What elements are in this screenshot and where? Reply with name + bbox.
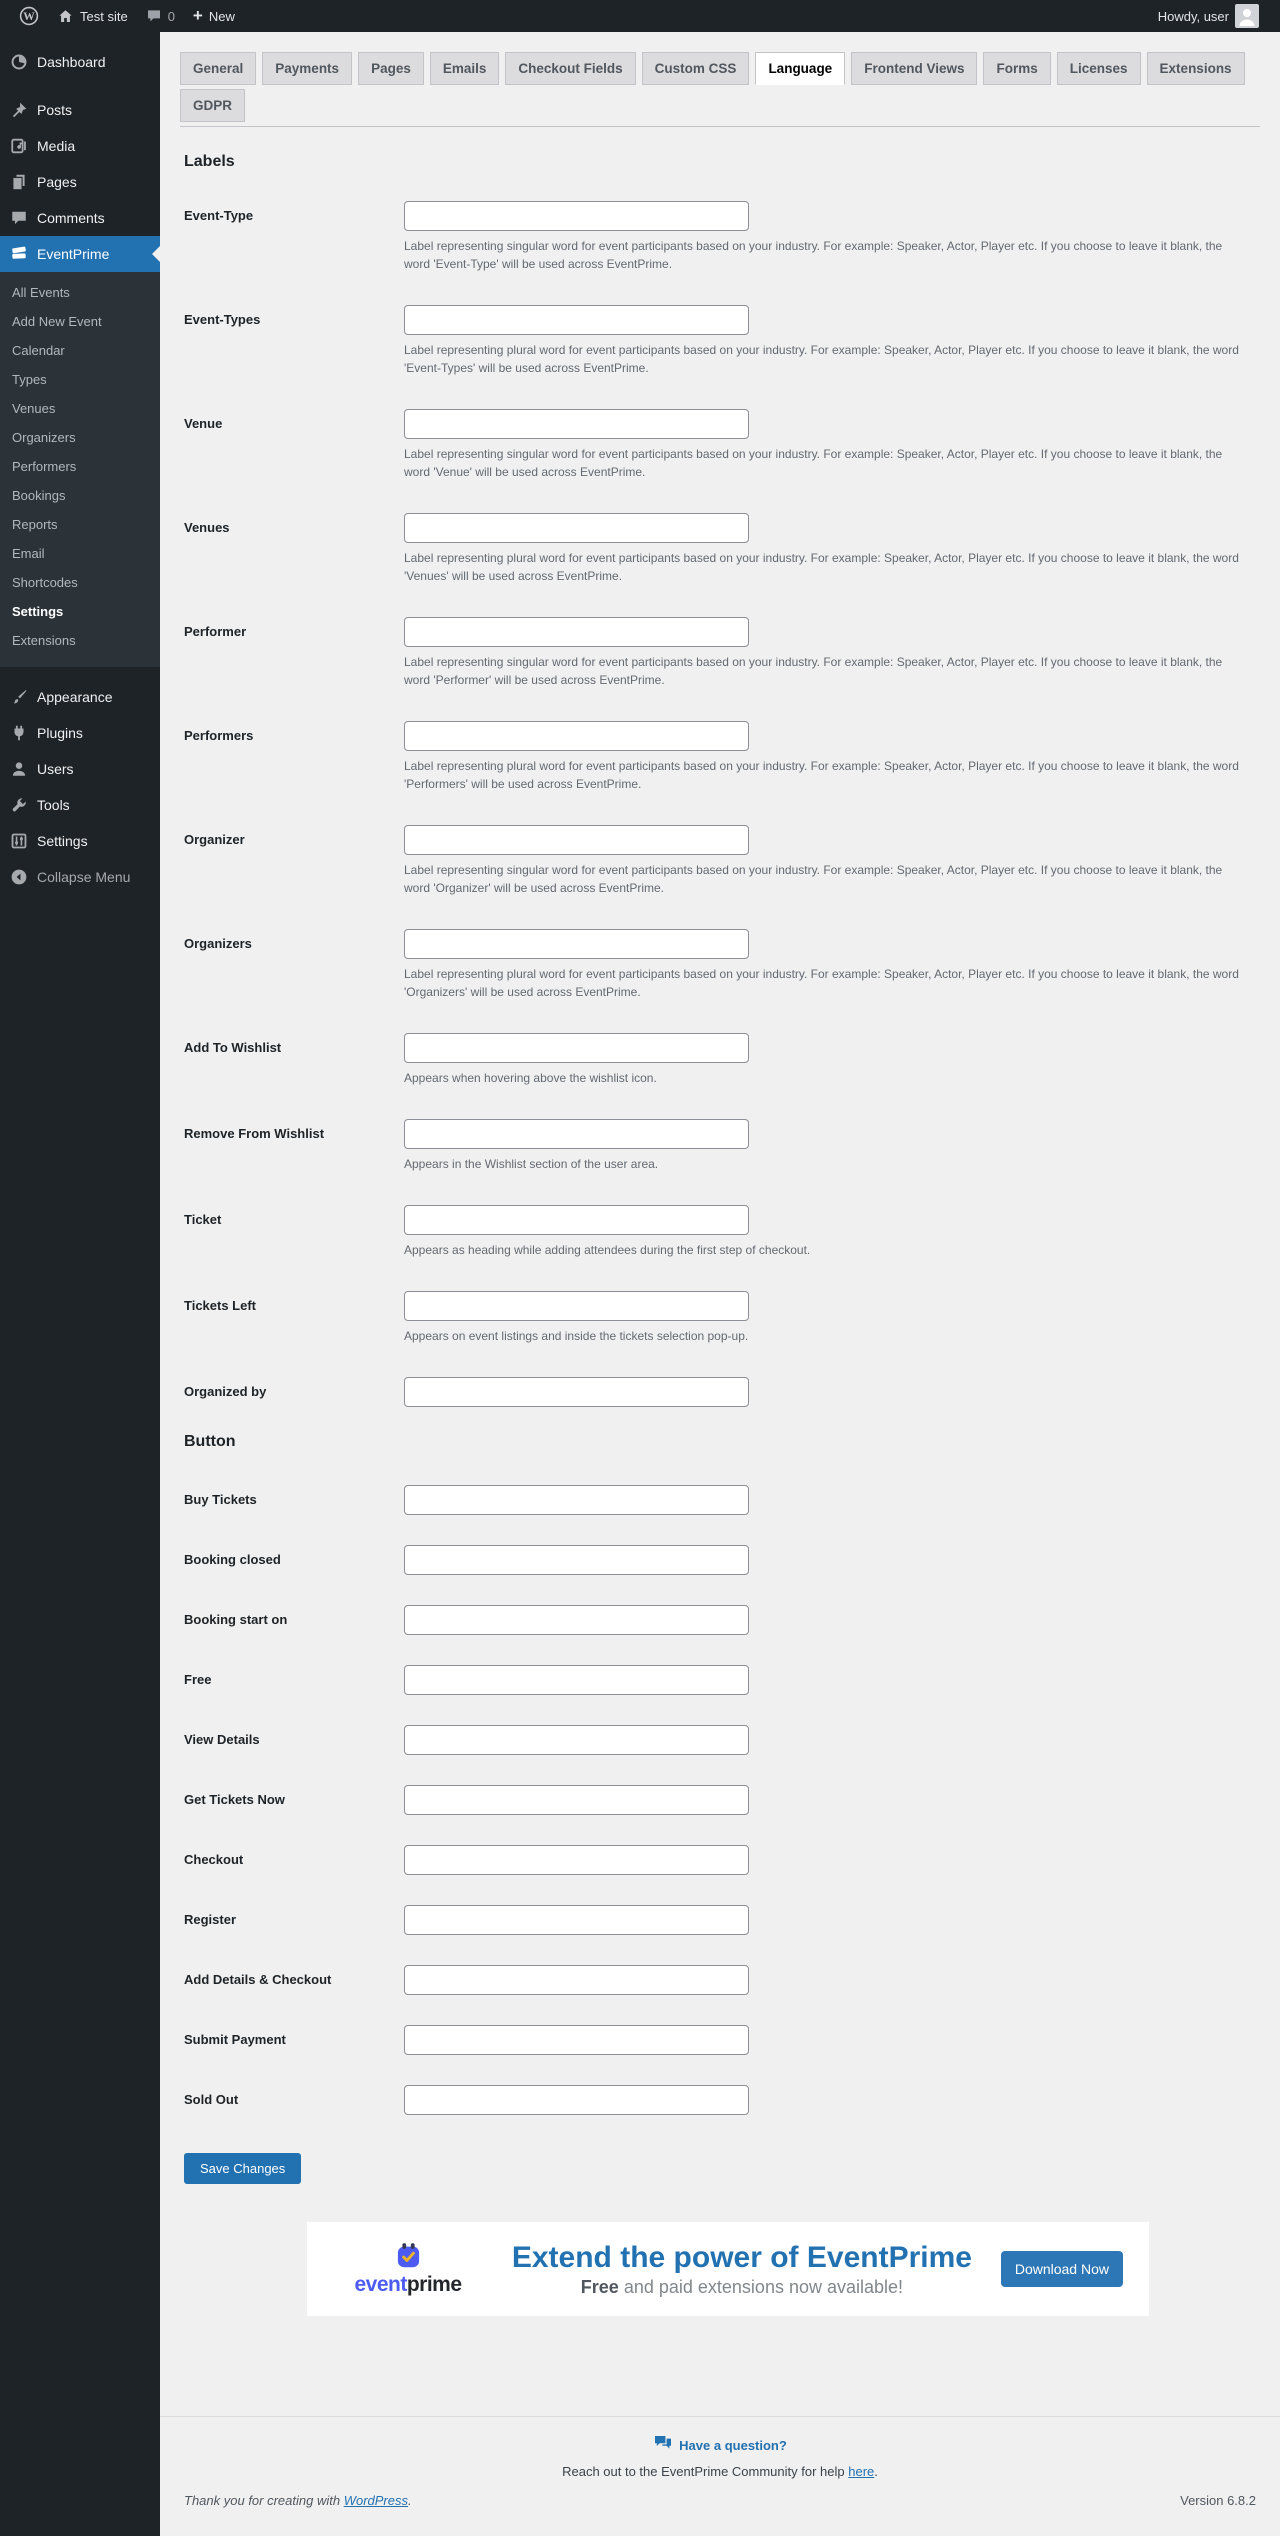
form-row-remove-from-wishlist [184, 1119, 1256, 1173]
field-label: Booking start on [184, 1612, 288, 1627]
event-types-input[interactable] [404, 305, 749, 335]
form-row-checkout [184, 1845, 1256, 1875]
form-row-ticket [184, 1205, 1256, 1259]
current-menu-arrow [144, 246, 160, 262]
sidebar-item-label: EventPrime [37, 246, 110, 262]
footer [160, 2416, 1280, 2508]
buy-tickets-input[interactable] [404, 1485, 749, 1515]
form-row-tickets-left [184, 1291, 1256, 1345]
comments-shortcut[interactable] [137, 0, 184, 32]
language-settings-form [160, 127, 1280, 2115]
field-help: Label representing plural word for event participants based on your industry. For example: Speaker, Actor, Player etc. If you choose to leave it blank, the word 'Performers' will be used across EventPrime. [404, 759, 1239, 791]
venue-input[interactable] [404, 409, 749, 439]
field-area [404, 721, 1240, 793]
field-area [404, 1205, 810, 1259]
tab-pages[interactable]: Pages [358, 52, 424, 85]
new-label: New [208, 8, 235, 24]
tab-checkout-fields[interactable]: Checkout Fields [505, 52, 635, 85]
submenu-item-organizers[interactable]: Organizers [12, 430, 76, 445]
footer-thanks: Thank you for creating with WordPress. [184, 2493, 412, 2508]
admin-bar-left [10, 0, 244, 32]
field-help: Appears when hovering above the wishlist icon. [404, 1071, 657, 1085]
form-row-add-details-checkout [184, 1965, 1256, 1995]
field-label: Get Tickets Now [184, 1792, 285, 1807]
field-help: Label representing singular word for event participants based on your industry. For example: Speaker, Actor, Player etc. If you choose to leave it blank, the word 'Organizer' will be used across EventPrime. [404, 863, 1223, 895]
register-input[interactable] [404, 1905, 749, 1935]
sidebar-item-label: Settings [37, 833, 88, 849]
account-menu[interactable] [1149, 0, 1268, 32]
svg-text:W: W [23, 11, 35, 24]
tab-gdpr[interactable]: GDPR [180, 89, 245, 122]
field-area [404, 1605, 749, 1635]
field-label: Organizers [184, 936, 252, 951]
tab-frontend-views[interactable]: Frontend Views [851, 52, 977, 85]
form-row-venue [184, 409, 1256, 481]
sidebar-item-appearance[interactable] [0, 679, 160, 715]
section-labels [184, 201, 1256, 1407]
eventprime-logo-icon [395, 2241, 422, 2273]
field-area [404, 513, 1240, 585]
field-area [404, 1291, 749, 1345]
add-details-checkout-input[interactable] [404, 1965, 749, 1995]
field-label: Buy Tickets [184, 1492, 257, 1507]
form-row-event-types [184, 305, 1256, 377]
sidebar-item-pages[interactable] [0, 164, 160, 200]
comments-count: 0 [167, 8, 175, 24]
submenu-item-bookings[interactable]: Bookings [12, 488, 66, 503]
get-tickets-now-input[interactable] [404, 1785, 749, 1815]
submenu-item-all-events[interactable]: All Events [12, 285, 70, 300]
booking-closed-input[interactable] [404, 1545, 749, 1575]
site-name-label: Test site [80, 8, 128, 24]
admin-bar-right [1149, 0, 1268, 32]
submenu-item-reports[interactable]: Reports [12, 517, 58, 532]
have-question-link[interactable] [184, 2435, 1256, 2455]
form-row-register [184, 1905, 1256, 1935]
form-row-free [184, 1665, 1256, 1695]
sidebar-item-comments[interactable] [0, 200, 160, 236]
eventprime-extensions-banner[interactable] [307, 2222, 1149, 2316]
sidebar-item-label: Collapse Menu [37, 869, 131, 885]
field-area [404, 1033, 749, 1087]
sidebar-item-label: Appearance [37, 689, 113, 705]
field-area [404, 1905, 749, 1935]
field-label: Booking closed [184, 1552, 281, 1567]
field-help: Appears as heading while adding attendees during the first step of checkout. [404, 1243, 811, 1257]
sidebar-item-media[interactable] [0, 128, 160, 164]
form-row-venues [184, 513, 1256, 585]
eventprime-tickets-icon [10, 245, 28, 263]
banner-text [483, 2241, 1001, 2298]
field-label: Sold Out [184, 2092, 239, 2107]
submenu-item-add-new-event[interactable]: Add New Event [12, 314, 102, 329]
form-row-performer [184, 617, 1256, 689]
footer-version: Version 6.8.2 [1180, 2493, 1256, 2508]
tab-emails[interactable]: Emails [430, 52, 500, 85]
field-area [404, 409, 1240, 481]
sold-out-input[interactable] [404, 2085, 749, 2115]
field-area [404, 617, 1240, 689]
submenu-item-extensions[interactable]: Extensions [12, 633, 76, 648]
sidebar-item-plugins[interactable] [0, 715, 160, 751]
field-label: Submit Payment [184, 2032, 286, 2047]
dashboard-icon [10, 53, 28, 71]
remove-from-wishlist-input[interactable] [404, 1119, 749, 1149]
ticket-input[interactable] [404, 1205, 749, 1235]
tab-extensions[interactable]: Extensions [1147, 52, 1245, 85]
form-row-submit-payment [184, 2025, 1256, 2055]
sidebar-item-label: Media [37, 138, 76, 154]
submenu-item-venues[interactable]: Venues [12, 401, 56, 416]
sidebar-item-dashboard[interactable] [0, 44, 160, 80]
form-row-organizers [184, 929, 1256, 1001]
tickets-left-input[interactable] [404, 1291, 749, 1321]
field-help: Label representing plural word for event participants based on your industry. For example: Speaker, Actor, Player etc. If you choose to leave it blank, the word 'Organizers' will be used across EventPrime. [404, 967, 1239, 999]
home-icon [57, 8, 74, 25]
sidebar-item-settings[interactable] [0, 823, 160, 859]
sidebar-item-label: Tools [37, 797, 70, 813]
venues-input[interactable] [404, 513, 749, 543]
field-label: Register [184, 1912, 237, 1927]
form-row-view-details [184, 1725, 1256, 1755]
organized-by-input[interactable] [404, 1377, 749, 1407]
section-heading-button: Button [184, 1433, 236, 1450]
field-label: Venues [184, 520, 230, 535]
tab-payments[interactable]: Payments [262, 52, 352, 85]
media-icon [10, 137, 28, 155]
site-name-link[interactable] [48, 0, 137, 32]
submenu-item-shortcodes[interactable]: Shortcodes [12, 575, 78, 590]
admin-bar [0, 0, 1280, 32]
sidebar-item-label: Users [37, 761, 74, 777]
sidebar-separator [0, 667, 160, 679]
performer-input[interactable] [404, 617, 749, 647]
brush-icon [10, 688, 28, 706]
sidebar-item-users[interactable] [0, 751, 160, 787]
add-to-wishlist-input[interactable] [404, 1033, 749, 1063]
eventprime-submenu [0, 272, 160, 667]
field-area [404, 1377, 749, 1407]
field-label: Organized by [184, 1384, 267, 1399]
sidebar-item-collapse-menu[interactable] [0, 859, 160, 895]
plus-icon: + [192, 5, 203, 25]
form-row-performers [184, 721, 1256, 793]
form-row-buy-tickets [184, 1485, 1256, 1515]
field-help: Label representing singular word for event participants based on your industry. For example: Speaker, Actor, Player etc. If you choose to leave it blank, the word 'Performer' will be used across EventPrime. [404, 655, 1223, 687]
field-label: Checkout [184, 1852, 244, 1867]
plug-icon [10, 724, 28, 742]
form-row-booking-closed [184, 1545, 1256, 1575]
tab-forms[interactable]: Forms [983, 52, 1050, 85]
sidebar-item-eventprime[interactable] [0, 236, 160, 272]
field-label: Ticket [184, 1212, 222, 1227]
sliders-icon [10, 832, 28, 850]
tab-general[interactable]: General [180, 52, 256, 85]
save-changes-button[interactable]: Save Changes [184, 2153, 301, 2184]
user-icon [10, 760, 28, 778]
form-row-sold-out [184, 2085, 1256, 2115]
tab-language[interactable]: Language [755, 52, 845, 85]
sidebar-separator [0, 80, 160, 92]
here-link[interactable]: here [848, 2464, 875, 2479]
form-row-organized-by [184, 1377, 1256, 1407]
field-area [404, 1545, 749, 1575]
field-help: Appears on event listings and inside the tickets selection pop-up. [404, 1329, 749, 1343]
field-label: View Details [184, 1732, 260, 1747]
organizer-input[interactable] [404, 825, 749, 855]
submenu-item-calendar[interactable]: Calendar [12, 343, 65, 358]
field-label: Event-Type [184, 208, 254, 223]
sidebar-item-label: Comments [37, 210, 105, 226]
wordpress-link[interactable]: WordPress [343, 2493, 408, 2508]
field-label: Performers [184, 728, 254, 743]
section-heading-labels: Labels [184, 153, 235, 170]
wordpress-logo-icon[interactable] [10, 0, 48, 32]
footer-help-line: Reach out to the EventPrime Community for help here. [562, 2464, 878, 2479]
download-now-button[interactable]: Download Now [1001, 2251, 1123, 2287]
submit-payment-input[interactable] [404, 2025, 749, 2055]
field-help: Label representing singular word for event participants based on your industry. For example: Speaker, Actor, Player etc. If you choose to leave it blank, the word 'Venue' will be used across EventPrime. [404, 447, 1223, 479]
banner-subtitle: Free and paid extensions now available! [580, 2276, 904, 2297]
field-help: Appears in the Wishlist section of the user area. [404, 1157, 659, 1171]
event-type-input[interactable] [404, 201, 749, 231]
submenu-item-settings[interactable]: Settings [12, 604, 64, 619]
comment-bubble-icon [146, 8, 162, 24]
field-label: Tickets Left [184, 1298, 257, 1313]
field-area [404, 1725, 749, 1755]
pushpin-icon [10, 101, 28, 119]
field-label: Add To Wishlist [184, 1040, 282, 1055]
sidebar-item-posts[interactable] [0, 92, 160, 128]
sidebar-item-label: Dashboard [37, 54, 106, 70]
collapse-icon [10, 868, 28, 886]
field-area [404, 825, 1240, 897]
submenu-item-performers[interactable]: Performers [12, 459, 77, 474]
field-area [404, 1845, 749, 1875]
booking-start-on-input[interactable] [404, 1605, 749, 1635]
new-content-button[interactable] [184, 0, 244, 32]
view-details-input[interactable] [404, 1725, 749, 1755]
section-button [184, 1485, 1256, 2115]
form-row-booking-start-on [184, 1605, 1256, 1635]
submenu-item-types[interactable]: Types [12, 372, 47, 387]
field-help: Label representing plural word for event participants based on your industry. For example: Speaker, Actor, Player etc. If you choose to leave it blank, the word 'Venues' will be used across EventPrime. [404, 551, 1239, 583]
submenu-item-email[interactable]: Email [12, 546, 45, 561]
field-label: Event-Types [184, 312, 261, 327]
field-label: Venue [184, 416, 223, 431]
settings-tabs [180, 52, 1260, 127]
field-area [404, 1965, 749, 1995]
field-label: Performer [184, 624, 247, 639]
howdy-label: Howdy, user [1157, 8, 1229, 24]
field-area [404, 2085, 749, 2115]
field-area [404, 1785, 749, 1815]
eventprime-logo-text: eventprime [354, 2273, 462, 2297]
sidebar-item-label: Posts [37, 102, 73, 118]
footer-bottom [184, 2493, 1256, 2508]
field-label: Add Details & Checkout [184, 1972, 332, 1987]
wrench-icon [10, 796, 28, 814]
field-label: Organizer [184, 832, 245, 847]
form-row-get-tickets-now [184, 1785, 1256, 1815]
chat-icon [653, 2435, 673, 2455]
tab-custom-css[interactable]: Custom CSS [642, 52, 750, 85]
avatar [1235, 4, 1259, 28]
admin-sidebar [0, 32, 160, 2536]
comments-icon [10, 209, 28, 227]
field-area [404, 201, 1240, 273]
checkout-input[interactable] [404, 1845, 749, 1875]
field-help: Label representing singular word for event participants based on your industry. For example: Speaker, Actor, Player etc. If you choose to leave it blank, the word 'Event-Type' will be used across EventPrime. [404, 239, 1223, 271]
pages-icon [10, 173, 28, 191]
form-row-organizer [184, 825, 1256, 897]
field-label: Free [184, 1672, 212, 1687]
performers-input[interactable] [404, 721, 749, 751]
field-area [404, 1485, 749, 1515]
field-area [404, 1119, 749, 1173]
organizers-input[interactable] [404, 929, 749, 959]
have-question-label: Have a question? [679, 2437, 787, 2453]
sidebar-item-label: Plugins [37, 725, 83, 741]
free-input[interactable] [404, 1665, 749, 1695]
banner-title: Extend the power of EventPrime [511, 2240, 972, 2274]
field-help: Label representing plural word for event participants based on your industry. For example: Speaker, Actor, Player etc. If you choose to leave it blank, the word 'Event-Types' will be used across EventPrime. [404, 343, 1239, 375]
form-row-add-to-wishlist [184, 1033, 1256, 1087]
field-area [404, 1665, 749, 1695]
eventprime-settings-page [160, 52, 1280, 2508]
field-area [404, 2025, 749, 2055]
field-label: Remove From Wishlist [184, 1126, 325, 1141]
eventprime-logo [333, 2241, 483, 2296]
sidebar-item-tools[interactable] [0, 787, 160, 823]
field-area [404, 929, 1240, 1001]
tab-licenses[interactable]: Licenses [1057, 52, 1141, 85]
field-area [404, 305, 1240, 377]
form-row-event-type [184, 201, 1256, 273]
sidebar-item-label: Pages [37, 174, 77, 190]
